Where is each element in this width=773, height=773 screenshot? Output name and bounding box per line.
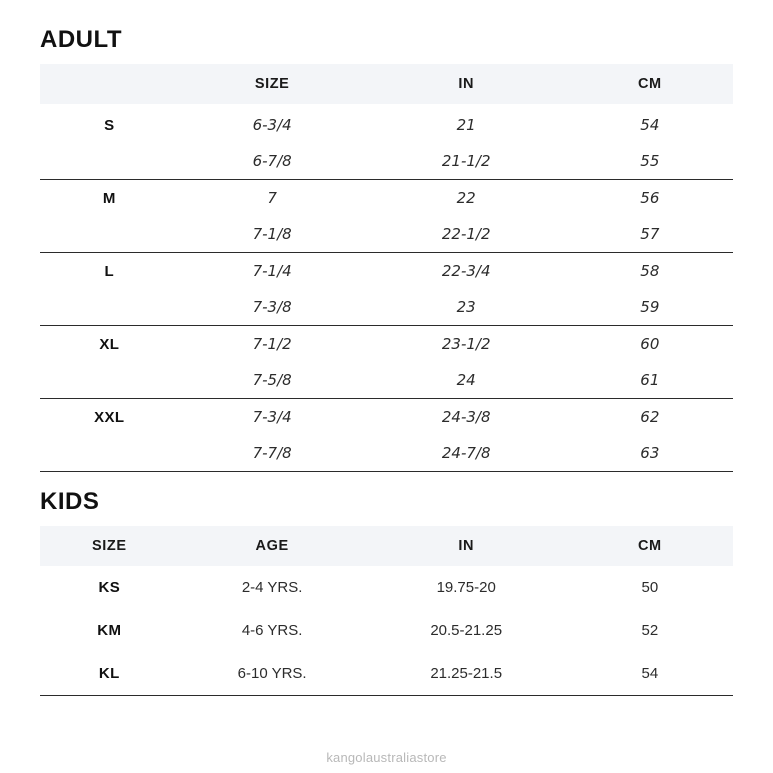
row-age: 2-4 YRS. [241, 579, 303, 596]
kids-section-title: KIDS [40, 488, 100, 515]
adult-col-size: SIZE [254, 76, 290, 92]
table-row [40, 216, 733, 253]
row-age: 6-10 YRS. [179, 652, 366, 696]
row-label: L [104, 262, 115, 280]
row-cm: 54 [567, 652, 733, 696]
table-row [40, 566, 733, 609]
table-row [40, 289, 733, 326]
row-label: KS [98, 579, 121, 596]
row-label: KL [40, 652, 179, 696]
kids-col-in: IN [458, 538, 475, 554]
row-cm: 56 [640, 189, 660, 207]
row-size: 7-5/8 [179, 362, 366, 399]
row-cm: 52 [641, 622, 659, 639]
row-size: 7-3/4 [252, 408, 292, 426]
kids-header-row [40, 526, 733, 566]
row-size: 6-3/4 [252, 116, 292, 134]
row-cm: 58 [640, 262, 660, 280]
table-row [40, 435, 733, 472]
adult-table-body [40, 104, 733, 472]
row-in: 19.75-20 [436, 579, 496, 596]
table-row [40, 180, 733, 217]
row-in: 24 [366, 362, 567, 399]
kids-size-table [40, 526, 733, 696]
table-row [40, 652, 733, 696]
row-in: 23-1/2 [441, 335, 491, 353]
row-age: 4-6 YRS. [241, 622, 303, 639]
row-label: S [104, 116, 115, 134]
adult-size-table [40, 64, 733, 472]
row-size: 7 [267, 189, 277, 207]
row-label [40, 435, 179, 472]
row-size: 7-7/8 [179, 435, 366, 472]
row-label [40, 143, 179, 180]
table-row [40, 399, 733, 436]
row-label: KM [97, 622, 122, 639]
adult-col-cm: CM [637, 76, 662, 92]
kids-table-head [40, 526, 733, 566]
row-in: 21.25-21.5 [366, 652, 567, 696]
kids-col-size: SIZE [91, 538, 127, 554]
row-in: 24-7/8 [366, 435, 567, 472]
row-cm: 62 [640, 408, 660, 426]
row-in: 22 [456, 189, 476, 207]
row-in: 24-3/8 [441, 408, 491, 426]
row-label: XXL [94, 408, 125, 426]
row-cm: 61 [567, 362, 733, 399]
adult-table-head [40, 64, 733, 104]
row-label: M [102, 189, 116, 207]
row-label [40, 362, 179, 399]
row-in: 23 [366, 289, 567, 326]
row-in: 22-3/4 [441, 262, 491, 280]
kids-table-body [40, 566, 733, 696]
kids-col-age: AGE [255, 538, 289, 554]
adult-header-row [40, 64, 733, 104]
row-cm: 63 [567, 435, 733, 472]
row-in: 21 [456, 116, 476, 134]
row-label [40, 289, 179, 326]
adult-section-title: ADULT [40, 26, 123, 53]
row-size: 6-7/8 [179, 143, 366, 180]
row-size: 7-3/8 [179, 289, 366, 326]
table-row [40, 104, 733, 143]
row-in: 22-1/2 [366, 216, 567, 253]
adult-col-in: IN [458, 76, 475, 92]
kids-col-cm: CM [637, 538, 662, 554]
row-cm: 59 [567, 289, 733, 326]
row-in: 20.5-21.25 [430, 622, 503, 639]
row-cm: 54 [640, 116, 660, 134]
site-watermark: kangolaustraliastore [326, 750, 447, 765]
row-size: 7-1/4 [252, 262, 292, 280]
row-label [40, 216, 179, 253]
table-row [40, 326, 733, 363]
row-cm: 60 [640, 335, 660, 353]
row-in: 21-1/2 [366, 143, 567, 180]
table-row [40, 609, 733, 652]
table-row [40, 362, 733, 399]
table-row [40, 253, 733, 290]
row-cm: 55 [567, 143, 733, 180]
table-row [40, 143, 733, 180]
row-cm: 50 [641, 579, 659, 596]
row-size: 7-1/8 [179, 216, 366, 253]
adult-col-blank [40, 64, 179, 104]
row-cm: 57 [567, 216, 733, 253]
row-label: XL [99, 335, 120, 353]
row-size: 7-1/2 [252, 335, 292, 353]
